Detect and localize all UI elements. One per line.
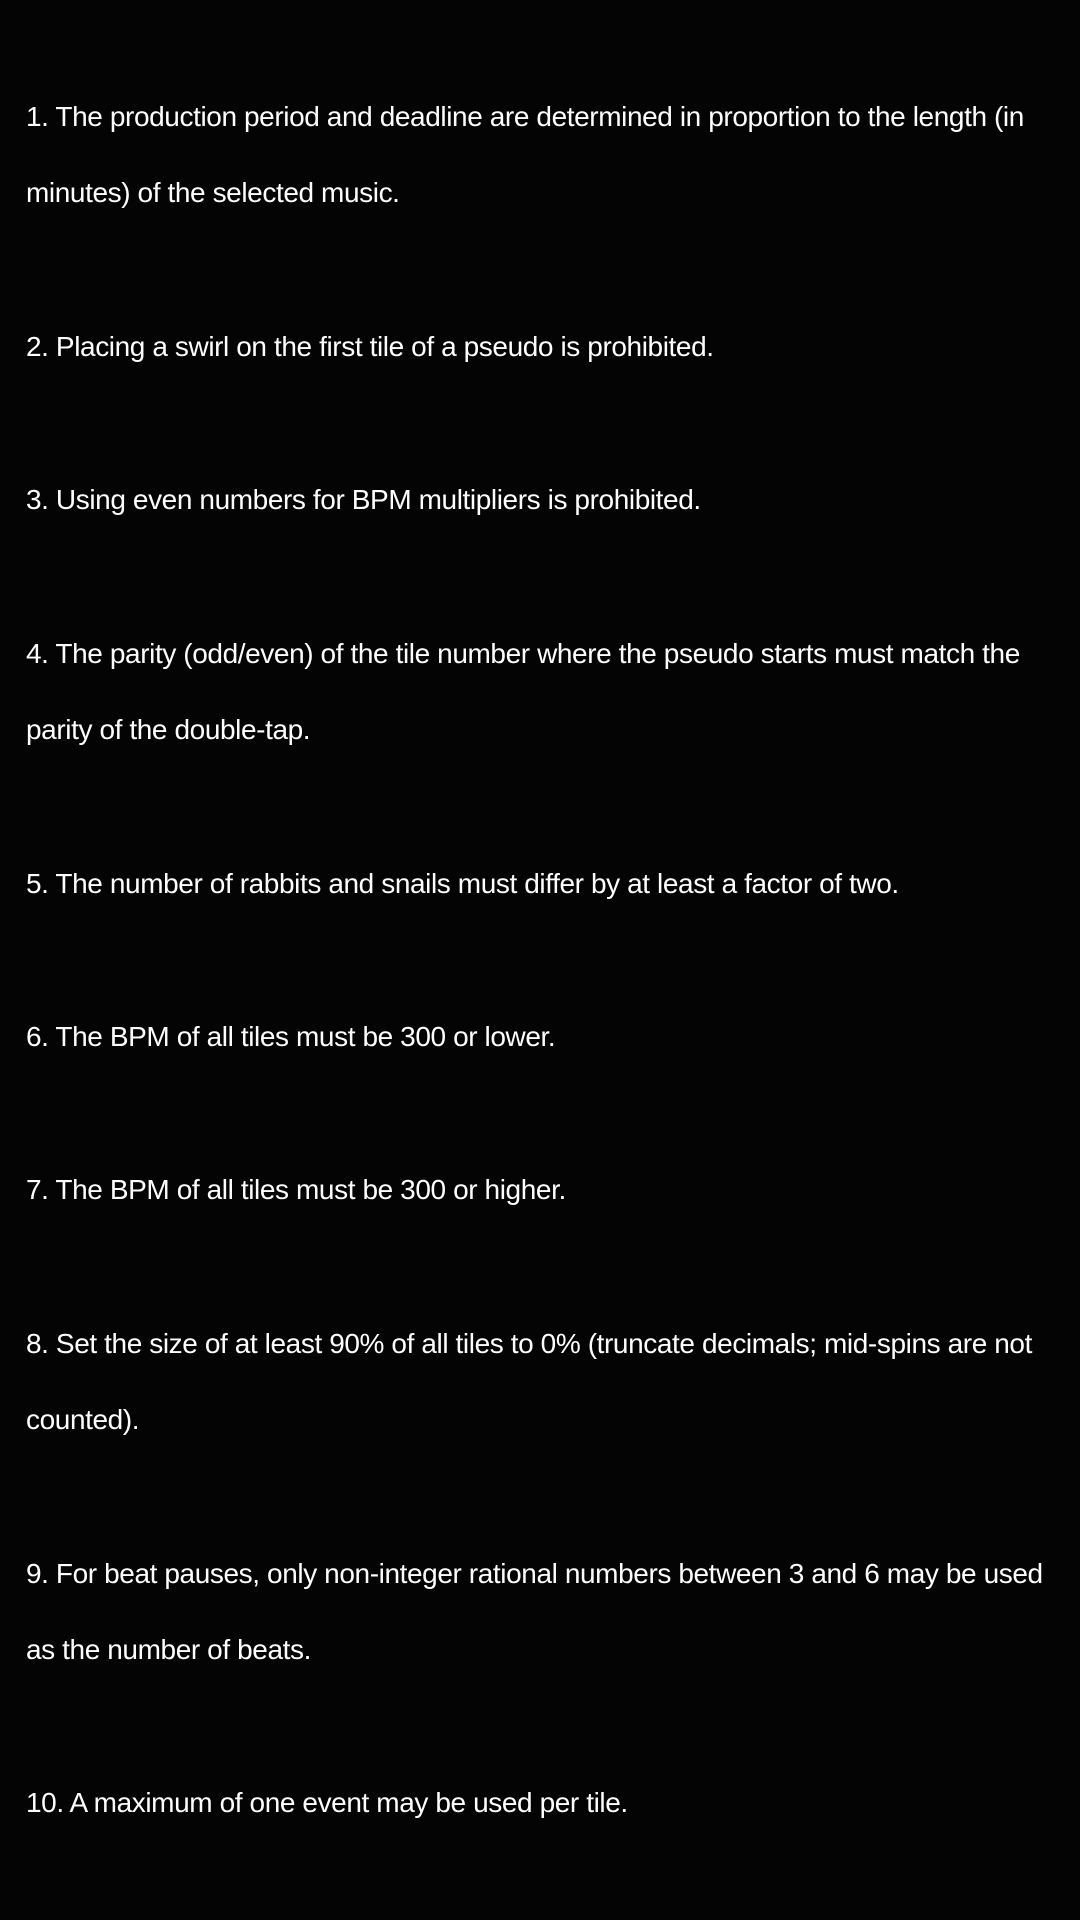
rule-item-3: 3. Using even numbers for BPM multipliers is prohibited.	[26, 484, 701, 515]
rule-item-1: 1. The production period and deadline are determined in proportion to the length (in minutes) of the selected music.	[26, 101, 1024, 208]
rule-item-2: 2. Placing a swirl on the first tile of a pseudo is prohibited.	[26, 331, 714, 362]
rule-item-8: 8. Set the size of at least 90% of all tiles to 0% (truncate decimals; mid-spins are not counted).	[26, 1328, 1032, 1435]
rule-item-5: 5. The number of rabbits and snails must differ by at least a factor of two.	[26, 868, 899, 899]
rule-item-9: 9. For beat pauses, only non-integer rational numbers between 3 and 6 may be used as the number of beats.	[26, 1558, 1043, 1665]
rule-item-7: 7. The BPM of all tiles must be 300 or higher.	[26, 1174, 566, 1205]
rule-item-10: 10. A maximum of one event may be used per tile.	[26, 1787, 628, 1818]
rule-item-4: 4. The parity (odd/even) of the tile number where the pseudo starts must match the parity of the double-tap.	[26, 638, 1020, 745]
rule-item-6: 6. The BPM of all tiles must be 300 or lower.	[26, 1021, 556, 1052]
